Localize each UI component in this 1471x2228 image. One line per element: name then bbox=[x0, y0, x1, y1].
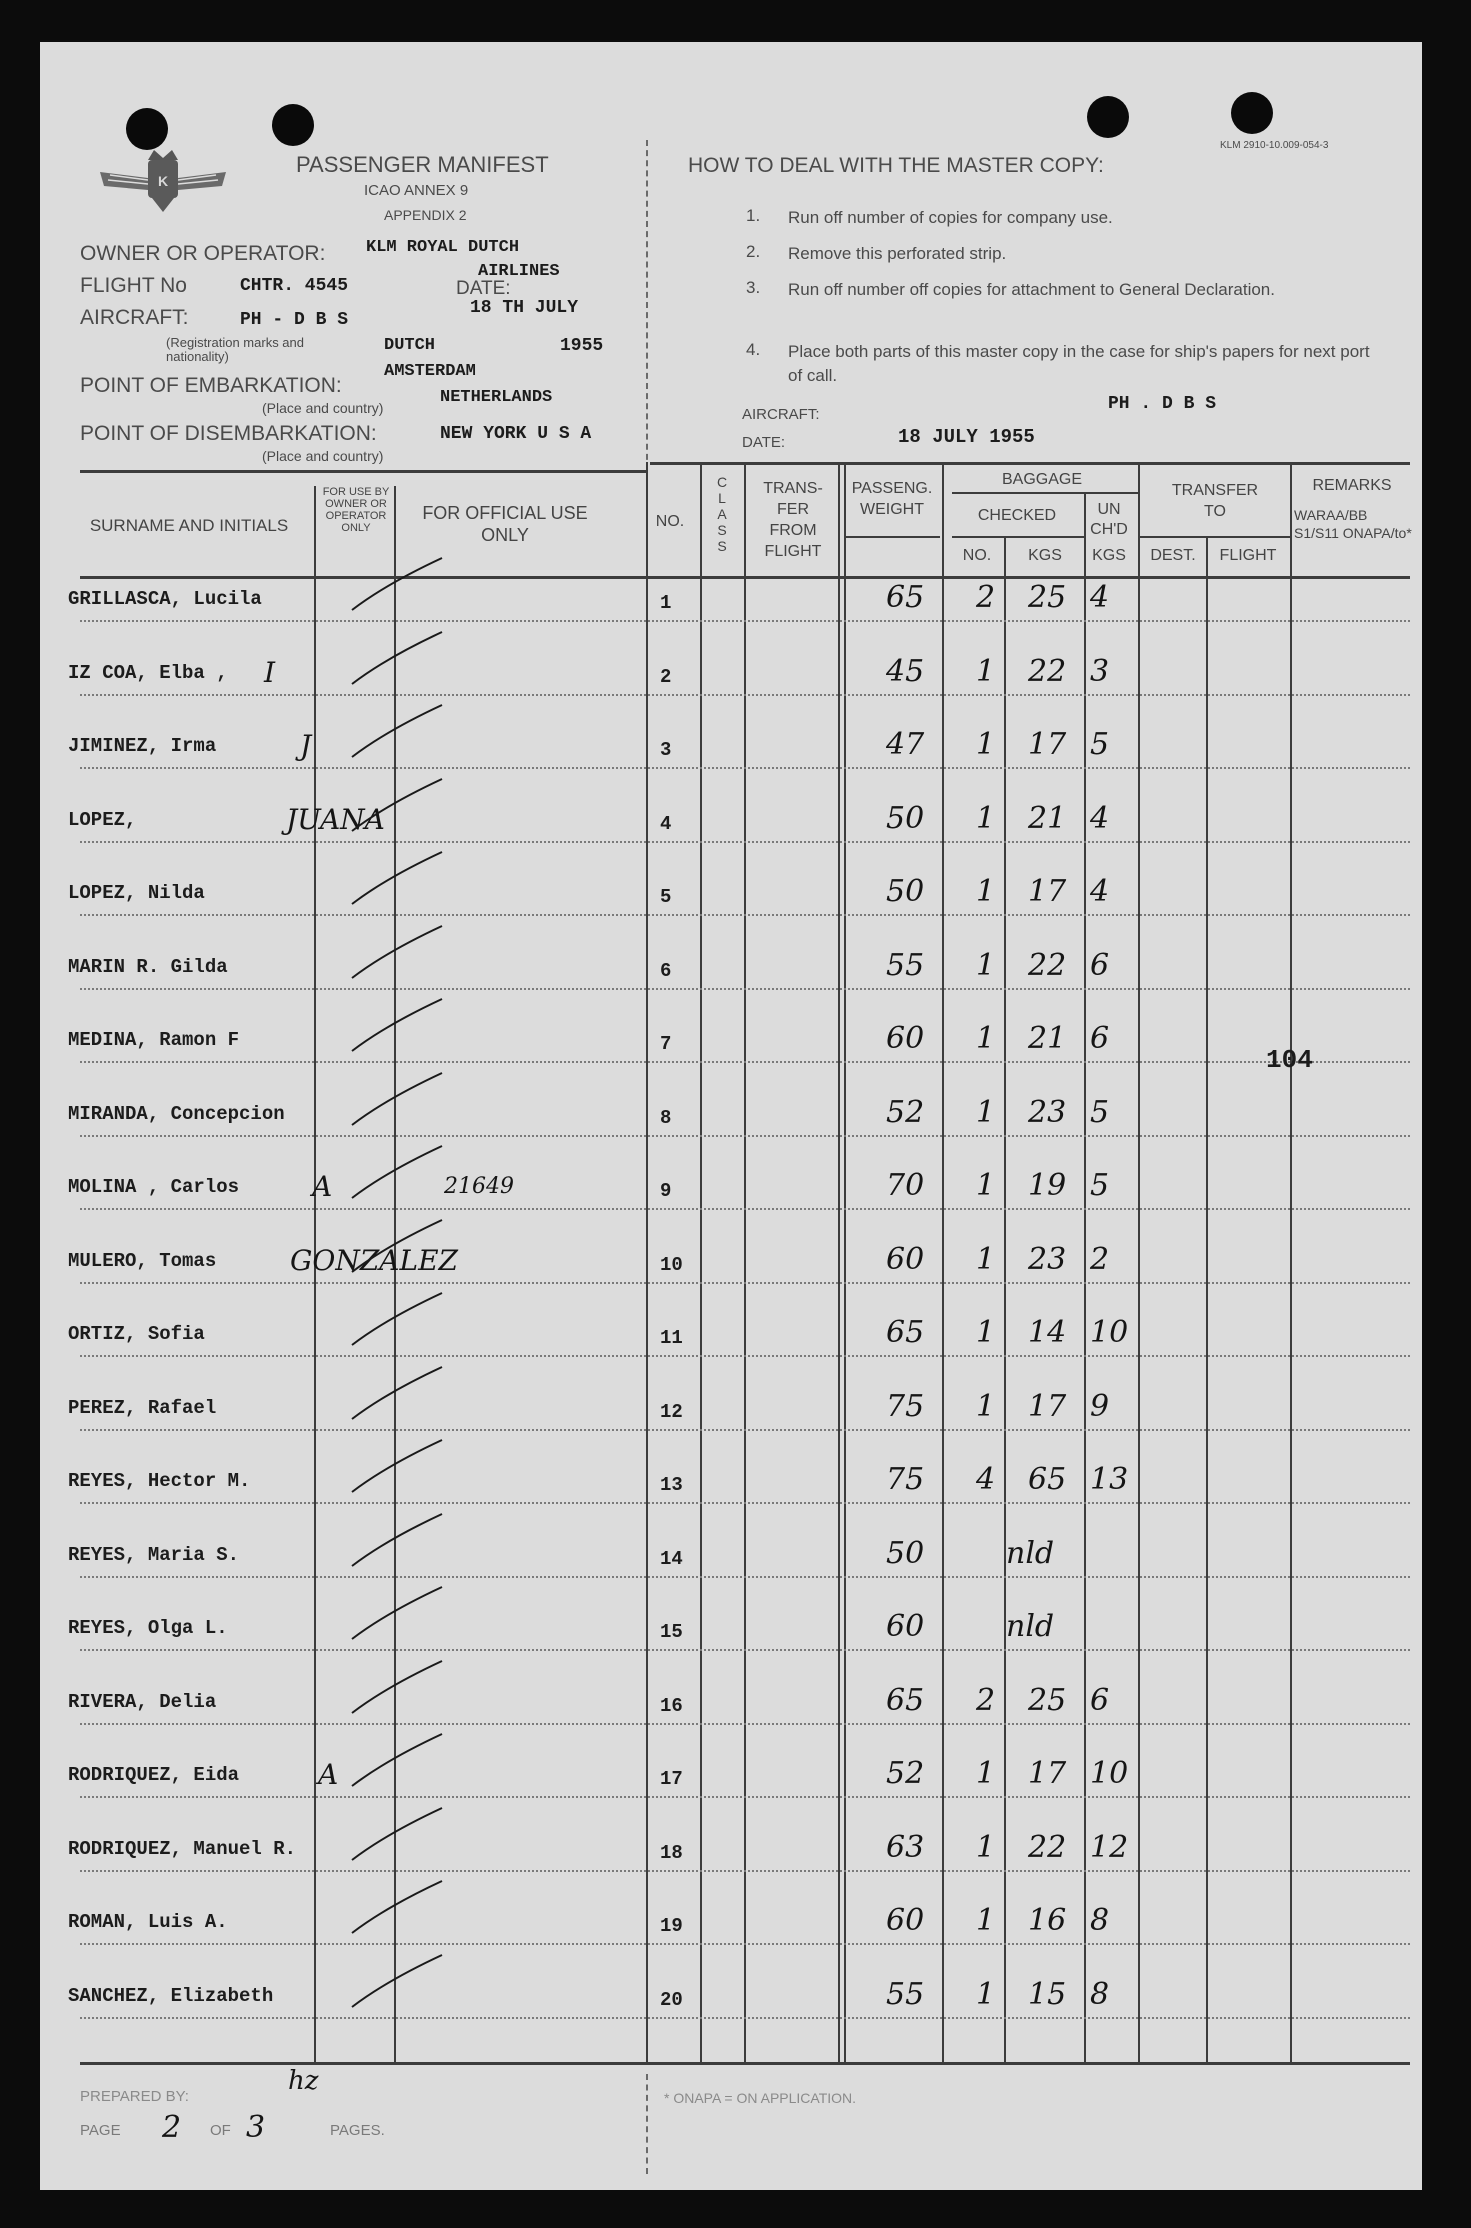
unchecked-kgs: 4 bbox=[1090, 800, 1110, 836]
owner-value: KLM ROYAL DUTCH bbox=[366, 238, 520, 257]
baggage-count: 1 bbox=[976, 1976, 996, 2012]
check-tick bbox=[346, 701, 456, 761]
baggage-count: 1 bbox=[976, 1829, 996, 1865]
header-divider bbox=[646, 140, 648, 470]
unchecked-kgs: 2 bbox=[1090, 1241, 1110, 1277]
passenger-name: GRILLASCA, Lucila bbox=[68, 588, 262, 610]
place-note: (Place and country) bbox=[262, 400, 384, 416]
checked-rule bbox=[952, 536, 1084, 538]
check-tick bbox=[346, 554, 456, 614]
table-row bbox=[0, 1682, 1471, 1758]
passenger-name: JIMINEZ, Irma bbox=[68, 735, 217, 757]
table-row bbox=[0, 1170, 1471, 1243]
baggage-kgs: nld bbox=[1006, 1535, 1055, 1571]
row-number: 1 bbox=[660, 592, 672, 614]
passenger-name: ROMAN, Luis A. bbox=[68, 1911, 228, 1933]
prepared-by-signature: hz bbox=[288, 2066, 319, 2096]
row-number: 5 bbox=[660, 886, 672, 908]
row-number: 2 bbox=[660, 665, 672, 688]
table-row bbox=[0, 1464, 1471, 1537]
baggage-count: 1 bbox=[976, 727, 996, 762]
check-tick bbox=[346, 1877, 456, 1937]
appendix: APPENDIX 2 bbox=[384, 207, 467, 223]
row-number: 13 bbox=[660, 1474, 683, 1496]
manifest-title: PASSENGER MANIFEST bbox=[296, 152, 549, 177]
unchecked-kgs: 6 bbox=[1090, 1021, 1110, 1056]
owner-label: OWNER OR OPERATOR: bbox=[80, 242, 326, 265]
row-number: 19 bbox=[660, 1915, 683, 1937]
passenger-weight: 60 bbox=[886, 1021, 925, 1056]
passenger-weight: 55 bbox=[886, 1976, 925, 2012]
passenger-name: PEREZ, Rafael bbox=[68, 1396, 217, 1419]
baggage-kgs: 23 bbox=[1028, 1094, 1067, 1130]
row-number: 10 bbox=[660, 1253, 683, 1276]
table-row bbox=[0, 800, 1471, 876]
official-number: 21649 bbox=[444, 1174, 514, 1199]
passenger-name: MEDINA, Ramon F bbox=[68, 1029, 240, 1051]
table-bottom-rule bbox=[80, 2062, 1410, 2065]
baggage-count: 2 bbox=[976, 580, 996, 615]
instruction-number: 4. bbox=[746, 340, 761, 359]
page-label: PAGE bbox=[80, 2122, 121, 2139]
sub-rule bbox=[844, 536, 940, 538]
col-surname: SURNAME AND INITIALS bbox=[89, 516, 289, 535]
baggage-kgs: 21 bbox=[1028, 800, 1067, 836]
check-tick bbox=[346, 1069, 456, 1129]
table-row bbox=[0, 729, 1471, 802]
passenger-name: RIVERA, Delia bbox=[68, 1690, 217, 1713]
table-row bbox=[0, 1388, 1471, 1464]
instruction-number: 3. bbox=[746, 278, 761, 297]
passenger-name: RODRIQUEZ, Manuel R. bbox=[68, 1837, 297, 1860]
baggage-kgs: 16 bbox=[1028, 1903, 1067, 1938]
punch-hole bbox=[1087, 96, 1129, 138]
transfer-rule bbox=[1138, 536, 1290, 538]
passenger-weight: 55 bbox=[886, 947, 925, 983]
instruction-text: Run off number off copies for attachment to General Declaration. bbox=[788, 280, 1275, 299]
check-tick bbox=[346, 628, 456, 688]
passenger-name: MARIN R. Gilda bbox=[68, 955, 228, 978]
page-total: 3 bbox=[246, 2110, 266, 2145]
unchecked-kgs: 9 bbox=[1090, 1388, 1110, 1424]
of-label: OF bbox=[210, 2122, 231, 2139]
passenger-name: MULERO, Tomas bbox=[68, 1249, 217, 1272]
table-row bbox=[0, 1758, 1471, 1831]
passenger-weight: 47 bbox=[886, 727, 925, 762]
disembarkation-label: POINT OF DISEMBARKATION: bbox=[80, 422, 377, 445]
col-weight: PASSENG. WEIGHT bbox=[851, 480, 933, 518]
baggage-rule bbox=[952, 492, 1138, 494]
col-owner-use: FOR USE BY OWNER OR OPERATOR ONLY bbox=[322, 486, 390, 534]
row-number: 9 bbox=[660, 1180, 672, 1202]
table-top-rule bbox=[80, 470, 646, 473]
baggage-kgs: 25 bbox=[1028, 1682, 1067, 1718]
icao-annex: ICAO ANNEX 9 bbox=[364, 182, 469, 199]
row-number: 14 bbox=[660, 1547, 683, 1570]
check-tick bbox=[346, 1436, 456, 1496]
baggage-kgs: 19 bbox=[1028, 1168, 1067, 1203]
date-value: 18 TH JULY bbox=[470, 298, 579, 318]
page-number: 2 bbox=[162, 2110, 182, 2145]
onapa-note: * ONAPA = ON APPLICATION. bbox=[664, 2090, 857, 2106]
table-row bbox=[0, 1611, 1471, 1684]
col-checked: CHECKED bbox=[977, 507, 1057, 524]
check-tick bbox=[346, 1363, 456, 1423]
col-official-use: FOR OFFICIAL USE ONLY bbox=[422, 503, 588, 545]
unchecked-kgs: 5 bbox=[1090, 1094, 1110, 1130]
baggage-count: 1 bbox=[976, 1241, 996, 1277]
row-number: 11 bbox=[660, 1327, 683, 1349]
handwritten-initial: A bbox=[312, 1170, 333, 1203]
baggage-count: 4 bbox=[976, 1462, 996, 1497]
instr-date-label: DATE: bbox=[742, 434, 786, 451]
baggage-kgs: 17 bbox=[1028, 1388, 1067, 1424]
instruction-text: Remove this perforated strip. bbox=[788, 244, 1007, 263]
table-row bbox=[0, 1317, 1471, 1390]
passenger-weight: 65 bbox=[886, 1315, 925, 1350]
row-number: 17 bbox=[660, 1768, 683, 1790]
unchecked-kgs: 12 bbox=[1090, 1829, 1129, 1865]
passenger-weight: 50 bbox=[886, 800, 925, 836]
baggage-kgs: 65 bbox=[1028, 1462, 1067, 1497]
table-row bbox=[0, 947, 1471, 1023]
baggage-kgs: 25 bbox=[1028, 580, 1067, 615]
baggage-count: 1 bbox=[976, 800, 996, 836]
baggage-kgs: 17 bbox=[1028, 727, 1067, 762]
baggage-count: 1 bbox=[976, 1756, 996, 1791]
baggage-count: 1 bbox=[976, 653, 996, 689]
instruction-text: Place both parts of this master copy in the case for ship's papers for next port of call. bbox=[788, 342, 1370, 385]
embarkation-label: POINT OF EMBARKATION: bbox=[80, 374, 342, 397]
passenger-weight: 65 bbox=[886, 580, 925, 615]
baggage-kgs: 14 bbox=[1028, 1315, 1067, 1350]
table-row bbox=[0, 1094, 1471, 1170]
col-baggage: BAGGAGE bbox=[1001, 471, 1083, 488]
date-label: DATE: bbox=[456, 278, 511, 299]
passenger-weight: 75 bbox=[886, 1388, 925, 1424]
row-number: 12 bbox=[660, 1400, 683, 1423]
punch-hole bbox=[126, 108, 168, 150]
baggage-count: 1 bbox=[976, 947, 996, 983]
unchecked-kgs: 10 bbox=[1090, 1315, 1129, 1350]
handwritten-initial: A bbox=[318, 1758, 339, 1791]
aircraft-value: PH - D B S bbox=[240, 310, 349, 330]
baggage-kgs: 17 bbox=[1028, 1756, 1067, 1791]
unchecked-kgs: 4 bbox=[1090, 580, 1110, 615]
passenger-weight: 45 bbox=[886, 653, 925, 689]
pages-label: PAGES. bbox=[330, 2122, 385, 2139]
passenger-name: REYES, Olga L. bbox=[68, 1617, 228, 1639]
unchecked-kgs: 10 bbox=[1090, 1756, 1129, 1791]
baggage-kgs: 17 bbox=[1028, 874, 1067, 909]
row-number: 18 bbox=[660, 1841, 683, 1864]
passenger-weight: 50 bbox=[886, 1535, 925, 1571]
aircraft-nationality: DUTCH bbox=[384, 336, 436, 355]
baggage-count: 1 bbox=[976, 1315, 996, 1350]
check-tick bbox=[346, 995, 456, 1055]
table-row bbox=[0, 876, 1471, 949]
row-number: 4 bbox=[660, 812, 672, 835]
disembarkation-value: NEW YORK U S A bbox=[440, 424, 592, 444]
unchecked-kgs: 5 bbox=[1090, 1168, 1110, 1203]
check-tick bbox=[346, 1804, 456, 1864]
check-tick bbox=[346, 1657, 456, 1717]
form-code: KLM 2910-10.009-054-3 bbox=[1220, 140, 1329, 151]
baggage-count: 1 bbox=[976, 1903, 996, 1938]
row-number: 20 bbox=[660, 1988, 683, 2011]
handwritten-initial: J bbox=[300, 729, 312, 762]
baggage-count: 1 bbox=[976, 874, 996, 909]
passenger-name: MIRANDA, Concepcion bbox=[68, 1102, 285, 1125]
unchecked-kgs: 5 bbox=[1090, 727, 1110, 762]
col-unchecked: UN CH'D bbox=[1090, 501, 1128, 538]
embarkation-city: AMSTERDAM bbox=[384, 362, 476, 381]
embarkation-country: NETHERLANDS bbox=[440, 388, 553, 407]
check-tick bbox=[346, 1583, 456, 1643]
col-dest: DEST. bbox=[1150, 547, 1196, 564]
handwritten-initial: GONZALEZ bbox=[290, 1243, 458, 1277]
baggage-kgs: 21 bbox=[1028, 1021, 1067, 1056]
check-tick bbox=[346, 1289, 456, 1349]
col-remarks-sub: WARAA/BB S1/S11 ONAPA/to* bbox=[1294, 507, 1412, 541]
aircraft-label: AIRCRAFT: bbox=[80, 306, 189, 329]
unchecked-kgs: 6 bbox=[1090, 1682, 1110, 1718]
passenger-weight: 60 bbox=[886, 1609, 925, 1644]
aircraft-note: (Registration marks and nationality) bbox=[166, 335, 304, 364]
punch-hole bbox=[1231, 92, 1273, 134]
col-checked-kgs: KGS bbox=[1028, 547, 1062, 564]
unchecked-kgs: 8 bbox=[1090, 1976, 1110, 2012]
check-tick bbox=[346, 848, 456, 908]
table-row bbox=[0, 582, 1471, 655]
instruction-number: 1. bbox=[746, 206, 761, 225]
row-number: 3 bbox=[660, 739, 672, 761]
passenger-name: LOPEZ, bbox=[68, 808, 137, 831]
row-number: 8 bbox=[660, 1106, 672, 1129]
passenger-name: LOPEZ, Nilda bbox=[68, 882, 205, 904]
passenger-weight: 70 bbox=[886, 1168, 925, 1203]
owner-value-2: AIRLINES bbox=[478, 262, 560, 281]
col-checked-no: NO. bbox=[962, 547, 992, 564]
passenger-weight: 75 bbox=[886, 1462, 925, 1497]
table-row bbox=[0, 1535, 1471, 1611]
instruction-number: 2. bbox=[746, 242, 761, 261]
baggage-kgs: 23 bbox=[1028, 1241, 1067, 1277]
passenger-weight: 52 bbox=[886, 1094, 925, 1130]
unchecked-kgs: 8 bbox=[1090, 1903, 1110, 1938]
date-year: 1955 bbox=[560, 336, 604, 356]
baggage-kgs: 22 bbox=[1028, 653, 1067, 689]
baggage-count: 2 bbox=[976, 1682, 996, 1718]
flight-label: FLIGHT No bbox=[80, 274, 187, 297]
instr-aircraft-value: PH . D B S bbox=[1108, 394, 1217, 414]
baggage-kgs: 15 bbox=[1028, 1976, 1067, 2012]
passenger-weight: 50 bbox=[886, 874, 925, 909]
baggage-kgs: nld bbox=[1006, 1609, 1055, 1644]
col-unchecked-kgs: KGS bbox=[1092, 547, 1126, 564]
prepared-by-label: PREPARED BY: bbox=[80, 2088, 189, 2105]
baggage-kgs: 22 bbox=[1028, 1829, 1067, 1865]
passenger-name: MOLINA , Carlos bbox=[68, 1176, 240, 1198]
table-row bbox=[0, 1241, 1471, 1317]
row-number: 6 bbox=[660, 959, 672, 982]
passenger-weight: 60 bbox=[886, 1903, 925, 1938]
passenger-weight: 63 bbox=[886, 1829, 925, 1865]
passenger-weight: 65 bbox=[886, 1682, 925, 1718]
unchecked-kgs: 6 bbox=[1090, 947, 1110, 983]
klm-crown-logo bbox=[98, 146, 228, 218]
footer-divider bbox=[646, 2074, 648, 2174]
passenger-name: REYES, Maria S. bbox=[68, 1543, 240, 1566]
col-class: CLASS bbox=[716, 474, 728, 554]
col-transfer-from: TRANS- FER FROM FLIGHT bbox=[763, 480, 823, 560]
table-row bbox=[0, 653, 1471, 729]
table-row bbox=[0, 1023, 1471, 1096]
baggage-count: 1 bbox=[976, 1021, 996, 1056]
handwritten-initial: JUANA bbox=[286, 802, 385, 836]
row-number: 15 bbox=[660, 1621, 683, 1643]
baggage-count: 1 bbox=[976, 1388, 996, 1424]
punch-hole bbox=[272, 104, 314, 146]
col-flight: FLIGHT bbox=[1219, 547, 1277, 564]
instr-aircraft-label: AIRCRAFT: bbox=[742, 406, 820, 423]
passenger-name: REYES, Hector M. bbox=[68, 1470, 251, 1492]
col-transfer-to: TRANSFER TO bbox=[1171, 482, 1259, 520]
passenger-name: SANCHEZ, Elizabeth bbox=[68, 1984, 274, 2007]
passenger-name: IZ COA, Elba , bbox=[68, 661, 228, 684]
col-remarks: REMARKS bbox=[1312, 477, 1392, 494]
check-tick bbox=[346, 1142, 456, 1202]
check-tick bbox=[346, 1951, 456, 2011]
check-tick bbox=[346, 775, 456, 835]
table-row bbox=[0, 1976, 1471, 2052]
table-row bbox=[0, 1829, 1471, 1905]
instructions-title: HOW TO DEAL WITH THE MASTER COPY: bbox=[688, 154, 1104, 177]
col-no: NO. bbox=[655, 513, 685, 530]
passenger-name: RODRIQUEZ, Eida bbox=[68, 1764, 240, 1786]
instruction-text: Run off number of copies for company use. bbox=[788, 208, 1113, 227]
flight-value: CHTR. 4545 bbox=[240, 276, 349, 296]
remark: 104 bbox=[1266, 1045, 1313, 1075]
baggage-count: 1 bbox=[976, 1094, 996, 1130]
table-row bbox=[0, 1905, 1471, 1978]
svg-text:K: K bbox=[157, 173, 169, 189]
passenger-weight: 60 bbox=[886, 1241, 925, 1277]
place-note: (Place and country) bbox=[262, 448, 384, 464]
check-tick bbox=[346, 1510, 456, 1570]
baggage-count: 1 bbox=[976, 1168, 996, 1203]
row-number: 16 bbox=[660, 1694, 683, 1717]
check-tick bbox=[346, 922, 456, 982]
handwritten-initial: I bbox=[264, 655, 276, 689]
baggage-kgs: 22 bbox=[1028, 947, 1067, 983]
passenger-weight: 52 bbox=[886, 1756, 925, 1791]
table-top-rule bbox=[650, 462, 1410, 465]
passenger-name: ORTIZ, Sofia bbox=[68, 1323, 205, 1345]
check-tick bbox=[346, 1216, 456, 1276]
instr-date-value: 18 JULY 1955 bbox=[898, 426, 1035, 448]
unchecked-kgs: 3 bbox=[1090, 653, 1110, 689]
unchecked-kgs: 4 bbox=[1090, 874, 1110, 909]
check-tick bbox=[346, 1730, 456, 1790]
unchecked-kgs: 13 bbox=[1090, 1462, 1129, 1497]
row-number: 7 bbox=[660, 1033, 672, 1055]
